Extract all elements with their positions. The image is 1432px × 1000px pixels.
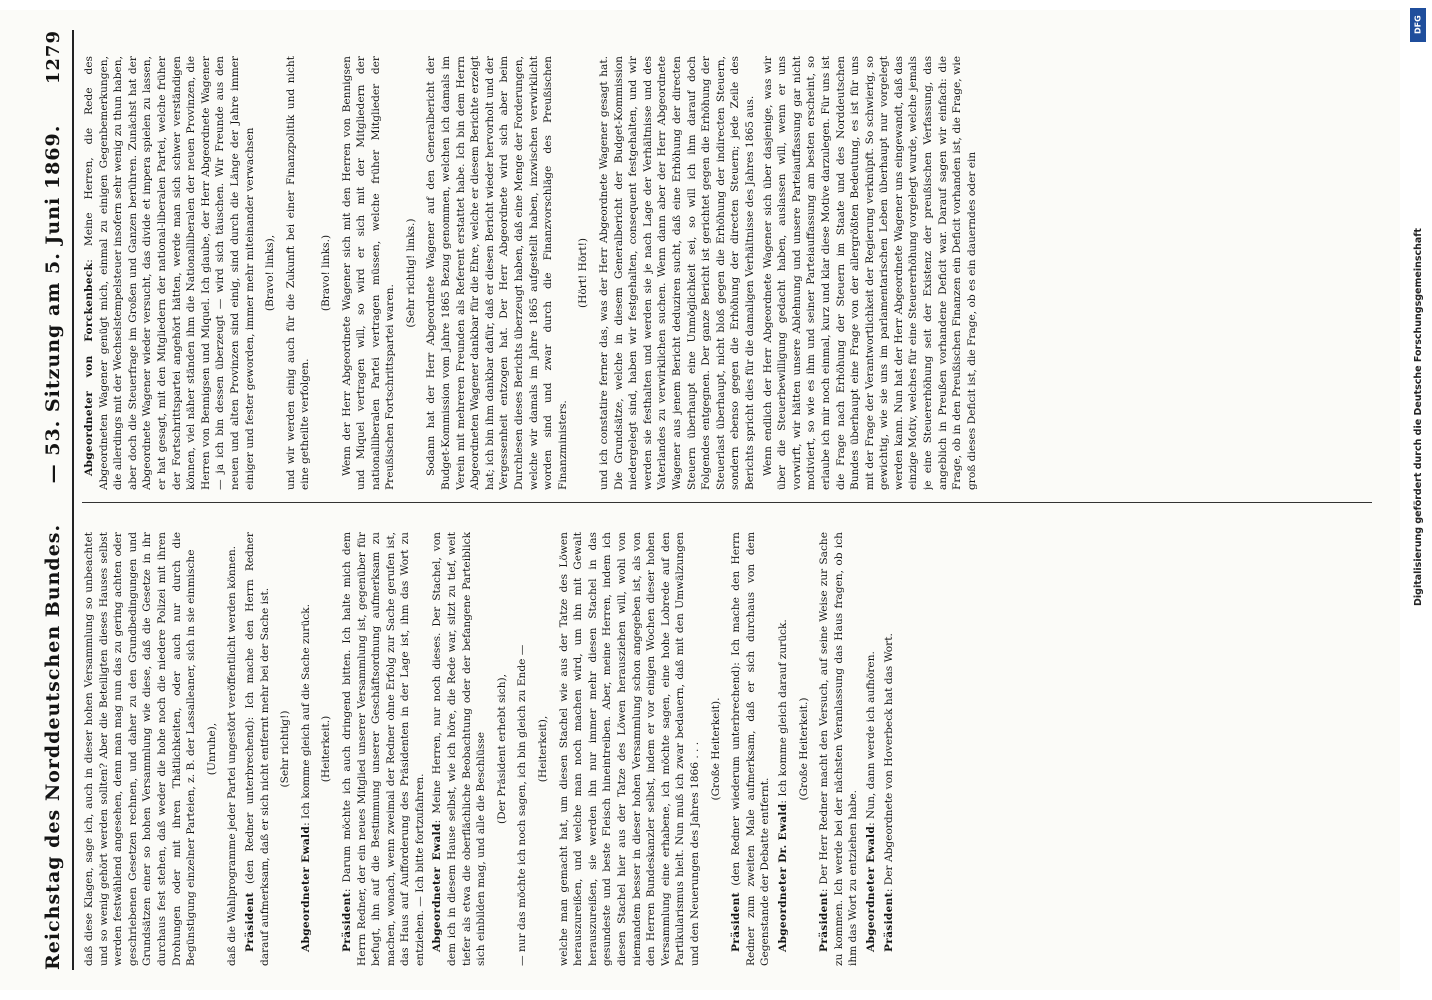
speech-paragraph: [243, 532, 272, 966]
speech-paragraph: [340, 532, 428, 966]
interjection: (Sehr richtig!): [279, 710, 292, 788]
paragraph: und ich constatire ferner das, was der Herr Abgeordnete Wagener gesagt hat. Die Grundsätze, welche in diesem Generalbericht der Budget-Kommission niedergelegt sind, haben wir festgehalten, consequent festgehalten, und wir werden sie festhalten und werden sie je nach Lage der Verhältnisse und des Vaterlandes zu verwirklichen suchen. Wenn dann aber der Herr Abgeordnete Wagener aus jenem Bericht deduziren sucht, daß eine Erhöhung der directen Steuern überhaupt eine Unmöglichkeit sei, so will ich ihm darauf doch Folgendes entgegnen. Der ganze Bericht ist gerichtet gegen die Erhöhung der Steuerlast überhaupt, nicht bloß gegen die Erhöhung der indirecten Steuern, sondern ebenso gegen die Erhöhung der directen Steuern; jede Zeile des Berichts spricht dies für die damaligen Verhältnisse des Jahres 1865 aus.: [598, 56, 756, 490]
speaker-name: Präsident: [818, 892, 831, 952]
speech-text: (den Redner wiederum unterbrechend): Ich mache den Herrn Redner zum zweiten Male aufmerksam, daß er sich durchaus von dem Gegenstande der Debatte entfernt.: [730, 532, 772, 966]
speech-text: : Ich komme gleich auf die Sache zurück.: [299, 603, 312, 826]
right-column: [82, 56, 1372, 490]
paragraph: — nur das möchte ich noch sagen, ich bin gleich zu Ende —: [516, 644, 529, 966]
interjection: (Der Präsident erhebt sich),: [495, 673, 508, 825]
speech-paragraph: [430, 532, 488, 966]
interjection: (Unruhe),: [205, 722, 218, 776]
paragraph: daß die Wahlprogramme jeder Partei ungestört veröffentlicht werden können.: [226, 545, 239, 966]
paragraph: welche man gemacht hat, um diesen Stachel wie aus der Tatze des Löwen herauszureißen, und welche man noch machen wird, um ihn mit Gewalt herauszureißen, sie werden ihn nur immer mehr diesen Stachel in das gesundeste und beste Fleisch hineintreiben. Aber, meine Herren, indem ich diesen Stachel hier aus der Tatze des Löwen herausziehen will, wohl von niemandem besser in dieser hohen Versammlung schon angegeben ist, als von den Herren Bundeskanzler selbst, indem er vor einigen Wochen dieser hohen Versammlung eine erhabene, ich möchte sagen, eine hohe Lobrede auf den Partikularismus hielt. Nun muß ich zwar bedauern, daß mit den Umwälzungen und den Neuerungen des Jahres 1866 . . .: [557, 532, 701, 966]
speaker-name: Präsident: [243, 892, 256, 952]
speech-text: : Der Abgeordnete von Hoverbeck hat das Wort.: [882, 633, 895, 893]
speech-paragraph: [299, 532, 314, 966]
header-rule: [72, 30, 74, 970]
speech-text: : Ich komme gleich darauf zurück.: [776, 619, 789, 804]
dfg-side-strip: [1402, 0, 1432, 1000]
paragraph: und wir werden einig auch für die Zukunft bei einer Finanzpolitik und nicht eine getheilte verfolgen.: [284, 56, 312, 490]
speech-paragraph: [729, 532, 773, 966]
page-number: 1279: [42, 30, 64, 85]
interjection: (Große Heiterkeit.): [797, 697, 810, 801]
interjection: (Heiterkeit.): [320, 715, 333, 783]
speech-text: : Darum möchte ich auch dringend bitten. Ich halte mich dem Herrn Redner, der ein neues Mitglied unserer Versammlung ist, gegenüber für befugt, ihn auf die Bestimmung unserer Geschäftsordnung aufmerksam zu machen, wonach, wenn zweimal der Redner ohne Erfolg zur Sache gerufen ist, das Haus auf Aufforderung des Präsidenten in der Lage ist, ihm das Wort zu entziehen. — Ich bitte fortzufahren.: [340, 532, 426, 966]
speech-text: : Meine Herren, die Rede des Abgeordneten Wagener genügt mich, einmal zu einigen Gegenbemerkungen, die allerdings mit der Wechselstempelsteuer insofern sehr wenig zu thun haben, aber doch die Steuerfrage im Großen und Ganzen berühren. Zunächst hat der Abgeordnete Wagener wieder versucht, das divide et impera spielen zu lassen, er hat gesagt, mit den Mitgliedern der national-liberalen Partei, welche früher der Fortschrittspartei angehört hätten, werde man sich schwer verständigen können, viel näher ständen ihm die Nationalliberalen der neuen Provinzen, die Herren von Bennigsen und Miquel. Ich glaube, der Herr Abgeordnete Wagener — ja ich bin dessen überzeugt — wird sich täuschen. Wir Freunde aus den neuen und alten Provinzen sind einig, sind durch die Länge der Jahre immer einiger und fester geworden, immer mehr miteinander verwachsen: [83, 56, 256, 490]
speaker-name: Präsident: [340, 892, 353, 952]
speech-text: : Nun, dann werde ich aufhören.: [864, 651, 877, 826]
speaker-name: Präsident: [882, 892, 895, 952]
scanned-page: [0, 10, 1400, 990]
dfg-logo: DFG: [1410, 8, 1426, 42]
speech-paragraph: [776, 532, 791, 966]
running-header: [38, 30, 68, 970]
speech-paragraph: [882, 532, 897, 966]
interjection: (Bravo! links.): [319, 234, 332, 312]
speech-paragraph: [82, 56, 257, 490]
funding-notice: Digitalisierung gefördert durch die Deutsche Forschungsgemeinschaft: [1413, 228, 1424, 606]
paragraph: Wenn endlich der Herr Abgeordnete Wagener sich über dasjenige, was wir über die Steuerbewilligung gedacht haben, auslassen will, wenn er uns vorwirft, wir hätten unsere Ablehnung und unsere Parteiauffassung gar nicht motiviert, so wie es ihm und seiner Parteiauffassung am besten erscheint, so erlaube ich mir noch einmal, kurz und klar diese Motive darzulegen. Für uns ist die Frage nach Erhöhung der Steuern im Staate und des Norddeutschen Bundes überhaupt eine Frage von der allergrößten Bedeutung, es ist für uns mit der Frage der Verantwortlichkeit der Regierung verknüpft. So schwierig, so gewichtig, wie sie uns im parlamentarischen Leben überhaupt nur vorgelegt werden kann. Nun hat der Herr Abgeordnete Wagener uns eingewandt, daß das einzige Motiv, welches für eine Steuererhöhung vorgelegt wurde, welche jemals je eine Steuererhöhung seit der Existenz der preußischen Verfassung, das angeblich in Preußen vorhandene Deficit war. Darauf sagen wir einfach: die Frage, ob in den Preußischen Finanzen ein Deficit vorhanden ist, die Frage, wie groß dieses Deficit ist, die Frage, ob es ein dauerndes oder ein: [761, 56, 978, 490]
paragraph: Wenn der Herr Abgeordnete Wagener sich mit den Herren von Bennigsen und Miquel vertragen will, so wird er sich mit der Mitgliedern der nationalliberalen Partei vertragen müssen, welche früher Mitglieder der Preußischen Fortschrittspartei waren.: [340, 56, 397, 490]
column-divider: [82, 502, 1372, 503]
speaker-name: Abgeordneter Ewald: [864, 825, 877, 952]
speech-paragraph: [864, 532, 879, 966]
speech-text: (den Redner unterbrechend): Ich mache den Herrn Redner darauf aufmerksam, daß er sich nicht entfernt mehr bei der Sache ist.: [243, 532, 271, 966]
interjection: (Bravo! links),: [264, 234, 277, 312]
left-column: [82, 532, 1372, 966]
speech-paragraph: [817, 532, 861, 966]
speaker-name: Präsident: [730, 892, 743, 952]
paragraph: daß diese Klagen, sage ich, auch in dieser hohen Versammlung so unbeachtet und so wenig gehört werden sollten? Aber die Beteiligten dieses Hauses selbst werden festwählend angesehen, denn man mag nun das zu gering achten oder geschriebenen Gesetzen rechnen, und daher zu den Grundbedingungen und Grundsätzen einer so hohen Versammlung wie diese, daß die Gesetze in ihr durchaus fest stehen, daß weder die hohe noch die niedere Polizei mit ihren Drohungen oder mit ihren Thätlichkeiten, oder auch nur durch die Begünstigung einzelner Parteien, z. B. der Lassalleaner, sich in sie einmische: [83, 532, 198, 966]
interjection: (Heiterkeit),: [537, 715, 550, 783]
interjection: (Sehr richtig! links.): [404, 218, 417, 328]
interjection: (Hört! Hört!): [577, 237, 590, 309]
speaker-name: Abgeordneter Dr. Ewald: [776, 803, 789, 952]
speech-text: : Meine Herren, nur noch dieses. Der Stachel, von dem ich in diesem Hause selbst, wie ich höre, die Rede war, sitzt zu tief, weit tiefer als etwa die oberflächliche Beobachtung oder der befangene Parteiblick sich einbilden mag, und alle die Beschlüsse: [431, 532, 488, 966]
speaker-name: Abgeordneter von Forckenbeck: [83, 262, 95, 476]
paragraph: Sodann hat der Herr Abgeordnete Wagener auf den Generalbericht der Budget-Kommission vom Jahre 1865 Bezug genommen, welchen ich damals im Verein mit mehreren Freunden als Referent erstattet habe. Ich bin dem Herrn Abgeordneten Wagener dankbar für die Ehre, welche er diesem Berichte erzeigt hat; ich bin ihm dankbar dafür, daß er diesen Bericht wieder hervorholt und der Vergessenheit entzogen hat. Der Herr Abgeordnete wird sich aber beim Durchlesen dieses Berichts überzeugt haben, daß eine Menge der Forderungen, welche wir damals im Jahre 1865 aufgestellt haben, inzwischen verwirklicht worden sind und zwar durch die Finanzvorschläge des Preußischen Finanzministers.: [425, 56, 569, 490]
interjection: (Große Heiterkeit).: [709, 697, 722, 801]
header-left: Reichstag des Norddeutschen Bundes.: [42, 523, 64, 970]
speaker-name: Abgeordneter Ewald: [299, 825, 312, 952]
speech-text: : Der Herr Redner macht den Versuch, auf seine Weise zur Sache zu kommen. Ich werde bei der nächsten Veranlassung das Haus fragen, ob ich ihm das Wort zu entziehen habe.: [818, 532, 860, 966]
speaker-name: Abgeordneter Ewald: [431, 823, 444, 952]
header-center: — 53. Sitzung am 5. Juni 1869.: [42, 124, 64, 484]
